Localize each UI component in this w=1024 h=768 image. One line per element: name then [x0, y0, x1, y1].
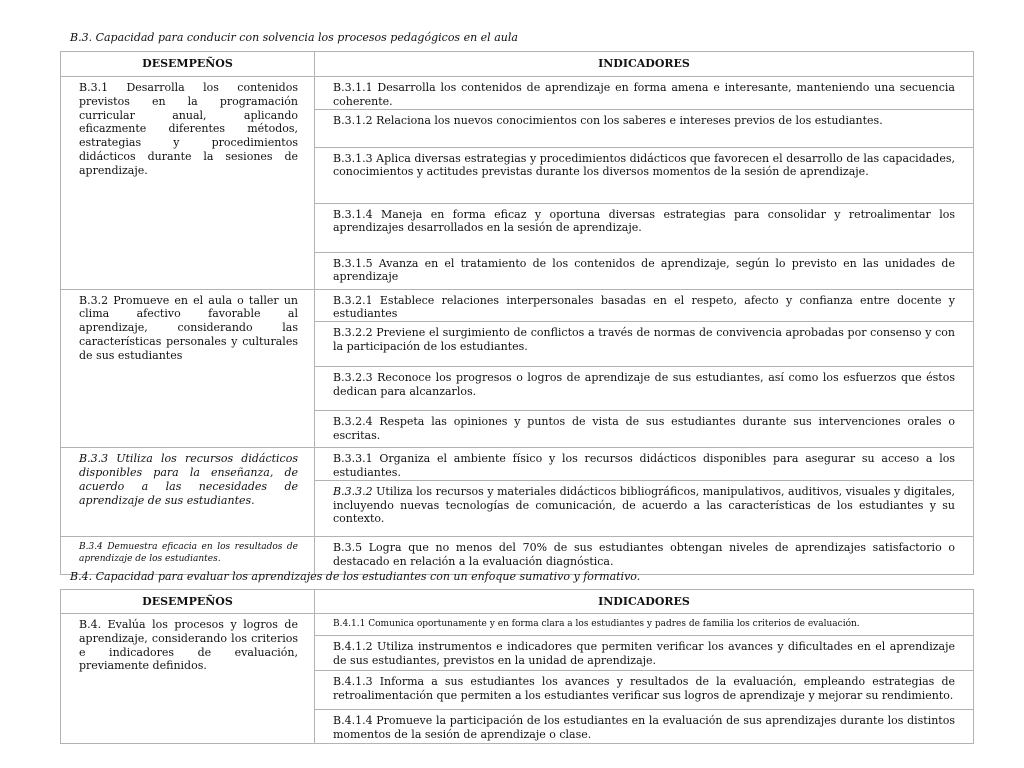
desempeno-b32: B.3.2 Promueve en el aula o taller un clima afectivo favorable al aprendizaje, considerando las características personales y culturales de sus estudiantes [61, 289, 315, 448]
desempeno-b31: B.3.1 Desarrolla los contenidos previstos en la programación curricular anual, aplicando eficazmente diferentes métodos, estrategias y procedimientos didácticos durante la sesiones de aprendizaje. [61, 77, 315, 290]
indicador-b322: B.3.2.2 Previene el surgimiento de conflictos a través de normas de convivencia aprobadas por consenso y con la participación de los estudiantes. [315, 322, 974, 367]
indicador-b412: B.4.1.2 Utiliza instrumentos e indicadores que permiten verificar los avances y dificultades en el aprendizaje de sus estudiantes, previstos en la unidad de aprendizaje. [315, 636, 974, 671]
desempeno-b4: B.4. Evalúa los procesos y logros de aprendizaje, considerando los criterios e indicadores de evaluación, previamente definidos. [61, 614, 315, 744]
indicador-b315: B.3.1.5 Avanza en el tratamiento de los contenidos de aprendizaje, según lo previsto en las unidades de aprendizaje [315, 252, 974, 289]
indicador-b321: B.3.2.1 Establece relaciones interpersonales basadas en el respeto, afecto y confianza entre docente y estudiantes [315, 289, 974, 322]
header-desempenos-b4: DESEMPEÑOS [61, 590, 315, 614]
header-indicadores-b4: INDICADORES [315, 590, 974, 614]
desempeno-b34: B.3.4 Demuestra eficacia en los resultados de aprendizaje de los estudiantes. [61, 536, 315, 574]
indicador-b314: B.3.1.4 Maneja en forma eficaz y oportuna diversas estrategias para consolidar y retroalimentar los aprendizajes desarrollados en la sesión de aprendizaje. [315, 203, 974, 252]
indicador-b35: B.3.5 Logra que no menos del 70% de sus estudiantes obtengan niveles de aprendizajes satisfactorio o destacado en relación a la evaluación diagnóstica. [315, 536, 974, 574]
indicador-b312: B.3.1.2 Relaciona los nuevos conocimientos con los saberes e intereses previos de los estudiantes. [315, 109, 974, 147]
indicador-b413: B.4.1.3 Informa a sus estudiantes los avances y resultados de la evaluación, empleando estrategias de retroalimentación que permiten a los estudiantes verificar sus logros de aprendizaje y mejorar su rendimiento. [315, 671, 974, 710]
indicador-b411: B.4.1.1 Comunica oportunamente y en forma clara a los estudiantes y padres de familia los criterios de evaluación. [315, 614, 974, 636]
indicador-b332-text: Utiliza los recursos y materiales didácticos bibliográficos, manipulativos, auditivos, visuales y digitales, incluyendo nuevas tecnologías de comunicación, de acuerdo a las características de los estudiantes y su contexto. [333, 484, 955, 526]
indicador-b313: B.3.1.3 Aplica diversas estrategias y procedimientos didácticos que favorecen el desarrollo de las capacidades, conocimientos y actitudes previstas durante los diversos momentos de la sesión de aprendizaje. [315, 147, 974, 203]
table-b4 [60, 589, 974, 744]
indicador-b331: B.3.3.1 Organiza el ambiente físico y los recursos didácticos disponibles para asegurar su acceso a los estudiantes. [315, 448, 974, 481]
indicador-b332-code: B.3.3.2 [333, 484, 373, 498]
indicador-b323: B.3.2.3 Reconoce los progresos o logros de aprendizaje de sus estudiantes, así como los esfuerzos que éstos dedican para alcanzarlos. [315, 367, 974, 411]
section-b4-title: B.4. Capacidad para evaluar los aprendizajes de los estudiantes con un enfoque sumativo y formativo. [70, 570, 641, 583]
indicador-b311: B.3.1.1 Desarrolla los contenidos de aprendizaje en forma amena e interesante, manteniendo una secuencia coherente. [315, 77, 974, 110]
header-desempenos: DESEMPEÑOS [61, 52, 315, 77]
indicador-b324: B.3.2.4 Respeta las opiniones y puntos de vista de sus estudiantes durante sus intervenciones orales o escritas. [315, 411, 974, 448]
table-b3 [60, 51, 974, 575]
indicador-b332 [315, 480, 974, 536]
desempeno-b33: B.3.3 Utiliza los recursos didácticos disponibles para la enseñanza, de acuerdo a las necesidades de aprendizaje de sus estudiantes. [61, 448, 315, 537]
header-indicadores: INDICADORES [315, 52, 974, 77]
indicador-b414: B.4.1.4 Promueve la participación de los estudiantes en la evaluación de sus aprendizajes durante los distintos momentos de la sesión de aprendizaje o clase. [315, 710, 974, 744]
section-b3-title: B.3. Capacidad para conducir con solvencia los procesos pedagógicos en el aula [70, 31, 518, 44]
